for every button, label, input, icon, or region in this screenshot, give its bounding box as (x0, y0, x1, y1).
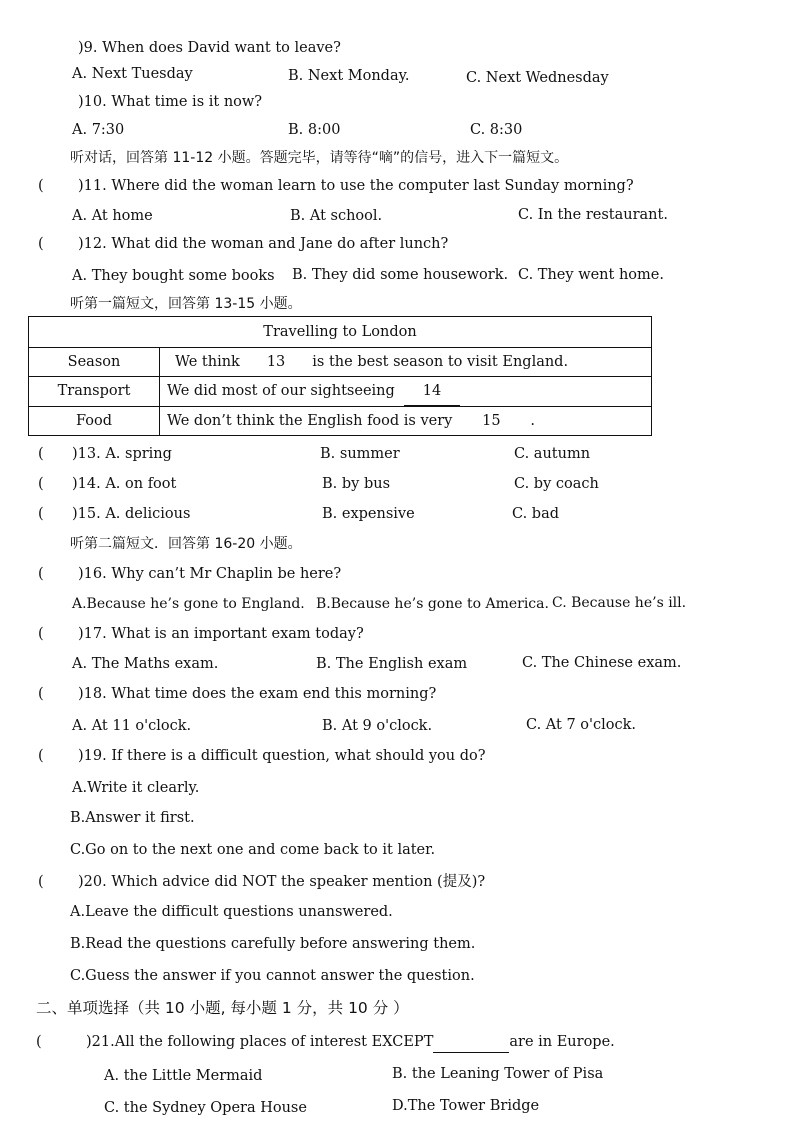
question-9: )9. When does David want to leave? (78, 40, 341, 56)
answer-paren-14: ( (38, 476, 44, 492)
table-label-season: Season (67, 354, 121, 370)
table-text-season: We think 13 is the best season to visit England. (175, 348, 568, 377)
blank-21 (433, 1032, 509, 1053)
option-11b: B. At school. (290, 208, 383, 224)
table-label-transport: Transport (57, 383, 131, 399)
question-20: )20. Which advice did NOT the speaker mention (提及)? (78, 874, 486, 890)
option-9c: C. Next Wednesday (466, 70, 609, 86)
answer-paren-11: ( (38, 178, 44, 194)
question-14: )14. A. on foot (72, 476, 177, 492)
answer-paren-18: ( (38, 686, 44, 702)
question-11: )11. Where did the woman learn to use the computer last Sunday morning? (78, 178, 634, 194)
answer-paren-13: ( (38, 446, 44, 462)
table-row-season (29, 347, 651, 376)
table-title: Travelling to London (263, 324, 417, 340)
option-18c: C. At 7 o'clock. (526, 717, 637, 733)
option-18a: A. At 11 o'clock. (72, 718, 192, 734)
option-9b: B. Next Monday. (288, 68, 410, 84)
instruction-16-20: 听第二篇短文．回答第 16-20 小题。 (70, 536, 302, 552)
table-text-transport: We did most of our sightseeing 14 (167, 377, 460, 406)
answer-paren-19: ( (38, 748, 44, 764)
answer-paren-21: ( (36, 1034, 42, 1050)
option-20b: B.Read the questions carefully before answering them. (70, 936, 476, 952)
question-16: )16. Why can’t Mr Chaplin be here? (78, 566, 342, 582)
option-20a: A.Leave the difficult questions unanswered. (70, 904, 393, 920)
option-21d: D.The Tower Bridge (392, 1098, 540, 1114)
option-15b: B. expensive (322, 506, 415, 522)
option-12c: C. They went home. (518, 267, 664, 283)
option-16a: A.Because he’s gone to England. (72, 596, 305, 612)
option-21b: B. the Leaning Tower of Pisa (392, 1066, 604, 1082)
question-19: )19. If there is a difficult question, what should you do? (78, 748, 486, 764)
option-19b: B.Answer it first. (70, 810, 195, 826)
table-row-transport (29, 376, 651, 406)
question-21: )21.All the following places of interest EXCEPT are in Europe. (86, 1032, 615, 1053)
answer-paren-16: ( (38, 566, 44, 582)
option-10c: C. 8:30 (470, 122, 523, 138)
option-19a: A.Write it clearly. (72, 780, 200, 796)
blank-15: 15 (452, 407, 530, 436)
question-10: )10. What time is it now? (78, 94, 263, 110)
option-10b: B. 8:00 (288, 122, 341, 138)
option-20c: C.Guess the answer if you cannot answer the question. (70, 968, 475, 984)
option-12a: A. They bought some books (72, 268, 275, 284)
blank-13: 13 (249, 348, 303, 377)
travel-table (28, 316, 652, 436)
question-15: )15. A. delicious (72, 506, 191, 522)
table-row-food (29, 406, 651, 436)
option-15c: C. bad (512, 506, 560, 522)
option-11c: C. In the restaurant. (518, 207, 668, 223)
answer-paren-17: ( (38, 626, 44, 642)
table-label-food: Food (75, 413, 112, 429)
option-9a: A. Next Tuesday (72, 66, 193, 82)
option-16b: B.Because he’s gone to America. (316, 596, 549, 612)
option-17b: B. The English exam (316, 656, 468, 672)
option-14b: B. by bus (322, 476, 391, 492)
answer-paren-12: ( (38, 236, 44, 252)
option-17a: A. The Maths exam. (72, 656, 219, 672)
question-17: )17. What is an important exam today? (78, 626, 364, 642)
option-13c: C. autumn (514, 446, 591, 462)
question-12: )12. What did the woman and Jane do after lunch? (78, 236, 449, 252)
section-2-heading: 二、单项选择（共 10 小题, 每小题 1 分，共 10 分 ） (36, 999, 409, 1017)
instruction-13-15: 听第一篇短文，回答第 13-15 小题。 (70, 296, 302, 312)
answer-paren-15: ( (38, 506, 44, 522)
option-14c: C. by coach (514, 476, 599, 492)
table-text-food: We don’t think the English food is very 15 . (167, 407, 535, 436)
option-13b: B. summer (320, 446, 400, 462)
question-18: )18. What time does the exam end this morning? (78, 686, 437, 702)
option-11a: A. At home (72, 208, 153, 224)
option-12b: B. They did some housework. (292, 267, 509, 283)
option-21a: A. the Little Mermaid (104, 1068, 263, 1084)
option-19c: C.Go on to the next one and come back to it later. (70, 842, 436, 858)
option-18b: B. At 9 o'clock. (322, 718, 433, 734)
option-10a: A. 7:30 (72, 122, 125, 138)
instruction-11-12: 听对话，回答第 11-12 小题。答题完毕，请等待“嘀”的信号，进入下一篇短文。 (70, 150, 569, 166)
question-13: )13. A. spring (72, 446, 172, 462)
option-16c: C. Because he’s ill. (552, 595, 687, 611)
option-17c: C. The Chinese exam. (522, 655, 682, 671)
blank-14: 14 (404, 377, 460, 406)
option-21c: C. the Sydney Opera House (104, 1100, 307, 1116)
answer-paren-20: ( (38, 874, 44, 890)
